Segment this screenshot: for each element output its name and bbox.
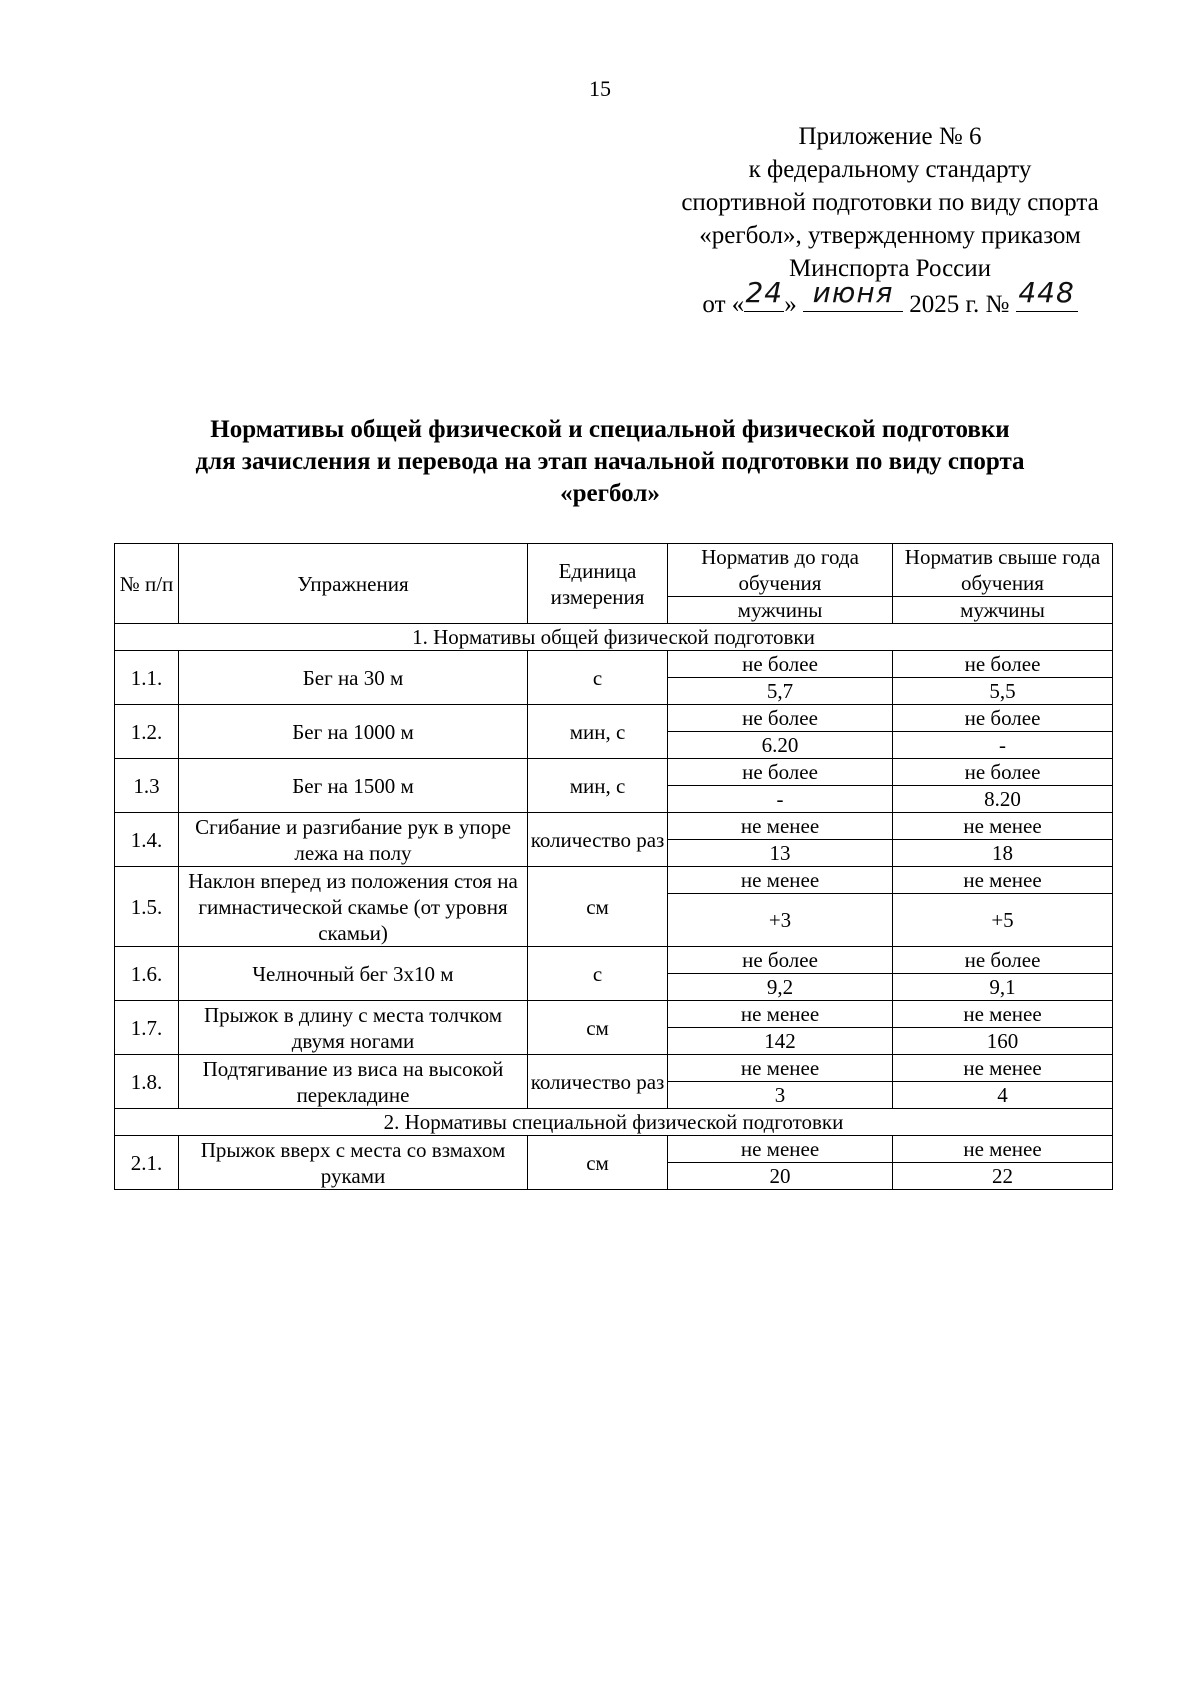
row-value-after: 8.20 bbox=[893, 786, 1113, 813]
appendix-line-5: Минспорта России bbox=[788, 255, 992, 282]
appendix-line-2: к федеральному стандарту bbox=[748, 156, 1032, 183]
header-gender-before: мужчины bbox=[668, 597, 893, 624]
row-number: 1.2. bbox=[115, 705, 179, 759]
row-number: 1.1. bbox=[115, 651, 179, 705]
title-line-1: Нормативы общей физической и специальной физической подготовки bbox=[210, 416, 1010, 443]
row-value-before: 13 bbox=[668, 840, 893, 867]
section-row-2 bbox=[115, 1109, 1113, 1136]
row-exercise: Бег на 30 м bbox=[179, 651, 528, 705]
date-year: 2025 г. № bbox=[909, 291, 1010, 318]
row-number: 1.3 bbox=[115, 759, 179, 813]
table-row bbox=[115, 1001, 1113, 1028]
row-unit: см bbox=[528, 1001, 668, 1055]
norms-table bbox=[114, 543, 1113, 1190]
row-number: 2.1. bbox=[115, 1136, 179, 1190]
appendix-line-3: спортивной подготовки по виду спорта bbox=[681, 189, 1099, 216]
header-norm-after: Норматив свыше года обучения bbox=[893, 544, 1113, 597]
table-row bbox=[115, 651, 1113, 678]
row-condition-after: не менее bbox=[893, 1055, 1113, 1082]
row-unit: см bbox=[528, 1136, 668, 1190]
date-month-handwritten: июня bbox=[812, 276, 894, 309]
table-row bbox=[115, 1136, 1113, 1163]
row-value-before: 9,2 bbox=[668, 974, 893, 1001]
row-condition-after: не более bbox=[893, 759, 1113, 786]
row-condition-before: не более bbox=[668, 705, 893, 732]
row-value-after: 18 bbox=[893, 840, 1113, 867]
title-line-2: для зачисления и перевода на этап начальной подготовки по виду спорта bbox=[195, 448, 1025, 475]
section-row-1 bbox=[115, 624, 1113, 651]
row-condition-after: не менее bbox=[893, 1136, 1113, 1163]
row-unit: см bbox=[528, 867, 668, 947]
section-title-2: 2. Нормативы специальной физической подготовки bbox=[115, 1109, 1113, 1136]
row-value-after: 22 bbox=[893, 1163, 1113, 1190]
row-unit: с bbox=[528, 947, 668, 1001]
row-value-after: 160 bbox=[893, 1028, 1113, 1055]
row-exercise: Подтягивание из виса на высокой перекладине bbox=[179, 1055, 528, 1109]
date-day-field bbox=[744, 276, 784, 312]
order-number-handwritten: 448 bbox=[1018, 276, 1075, 309]
table-header-row bbox=[115, 544, 1113, 597]
row-unit: количество раз bbox=[528, 813, 668, 867]
row-value-after: 5,5 bbox=[893, 678, 1113, 705]
row-value-before: 142 bbox=[668, 1028, 893, 1055]
row-condition-before: не более bbox=[668, 651, 893, 678]
row-condition-after: не менее bbox=[893, 1001, 1113, 1028]
table-row bbox=[115, 947, 1113, 974]
header-unit: Единица измерения bbox=[528, 544, 668, 624]
row-condition-after: не менее bbox=[893, 813, 1113, 840]
row-value-before: 5,7 bbox=[668, 678, 893, 705]
row-condition-after: не более bbox=[893, 705, 1113, 732]
row-value-before: 3 bbox=[668, 1082, 893, 1109]
norms-table-body bbox=[115, 544, 1113, 1190]
header-num: № п/п bbox=[115, 544, 179, 624]
row-exercise: Бег на 1500 м bbox=[179, 759, 528, 813]
row-value-after: 9,1 bbox=[893, 974, 1113, 1001]
row-value-before: - bbox=[668, 786, 893, 813]
row-value-before: 6.20 bbox=[668, 732, 893, 759]
row-exercise: Челночный бег 3х10 м bbox=[179, 947, 528, 1001]
table-row bbox=[115, 1055, 1113, 1082]
row-condition-before: не менее bbox=[668, 813, 893, 840]
row-exercise: Прыжок в длину с места толчком двумя ногами bbox=[179, 1001, 528, 1055]
header-norm-before: Норматив до года обучения bbox=[668, 544, 893, 597]
row-value-before: +3 bbox=[668, 894, 893, 947]
row-unit: количество раз bbox=[528, 1055, 668, 1109]
section-title-1: 1. Нормативы общей физической подготовки bbox=[115, 624, 1113, 651]
date-prefix: от « bbox=[702, 291, 745, 318]
row-unit: с bbox=[528, 651, 668, 705]
page-number: 15 bbox=[589, 76, 611, 101]
row-value-after: 4 bbox=[893, 1082, 1113, 1109]
table-row bbox=[115, 705, 1113, 732]
row-number: 1.7. bbox=[115, 1001, 179, 1055]
row-condition-after: не менее bbox=[893, 867, 1113, 894]
row-number: 1.6. bbox=[115, 947, 179, 1001]
row-value-before: 20 bbox=[668, 1163, 893, 1190]
order-number-field bbox=[1016, 276, 1078, 312]
table-row bbox=[115, 867, 1113, 894]
appendix-line-1: Приложение № 6 bbox=[798, 123, 982, 150]
row-exercise: Бег на 1000 м bbox=[179, 705, 528, 759]
title-line-3: «регбол» bbox=[560, 480, 660, 507]
header-exercise: Упражнения bbox=[179, 544, 528, 624]
row-condition-after: не более bbox=[893, 651, 1113, 678]
row-condition-before: не менее bbox=[668, 1001, 893, 1028]
row-exercise: Прыжок вверх с места со взмахом руками bbox=[179, 1136, 528, 1190]
table-row bbox=[115, 813, 1113, 840]
row-condition-before: не более bbox=[668, 759, 893, 786]
row-number: 1.8. bbox=[115, 1055, 179, 1109]
row-exercise: Сгибание и разгибание рук в упоре лежа на полу bbox=[179, 813, 528, 867]
row-number: 1.4. bbox=[115, 813, 179, 867]
date-month-field bbox=[803, 276, 903, 312]
row-unit: мин, с bbox=[528, 759, 668, 813]
row-exercise: Наклон вперед из положения стоя на гимнастической скамье (от уровня скамьи) bbox=[179, 867, 528, 947]
row-unit: мин, с bbox=[528, 705, 668, 759]
row-value-after: +5 bbox=[893, 894, 1113, 947]
row-condition-before: не менее bbox=[668, 1136, 893, 1163]
appendix-line-4: «регбол», утвержденному приказом bbox=[699, 222, 1081, 249]
table-row bbox=[115, 759, 1113, 786]
row-value-after: - bbox=[893, 732, 1113, 759]
appendix-header bbox=[620, 120, 1160, 321]
date-mid: » bbox=[784, 291, 797, 318]
header-gender-after: мужчины bbox=[893, 597, 1113, 624]
row-number: 1.5. bbox=[115, 867, 179, 947]
order-date-line bbox=[620, 276, 1160, 321]
row-condition-before: не более bbox=[668, 947, 893, 974]
row-condition-before: не менее bbox=[668, 1055, 893, 1082]
row-condition-after: не более bbox=[893, 947, 1113, 974]
document-title bbox=[130, 414, 1090, 510]
row-condition-before: не менее bbox=[668, 867, 893, 894]
date-day-handwritten: 24 bbox=[745, 276, 784, 309]
